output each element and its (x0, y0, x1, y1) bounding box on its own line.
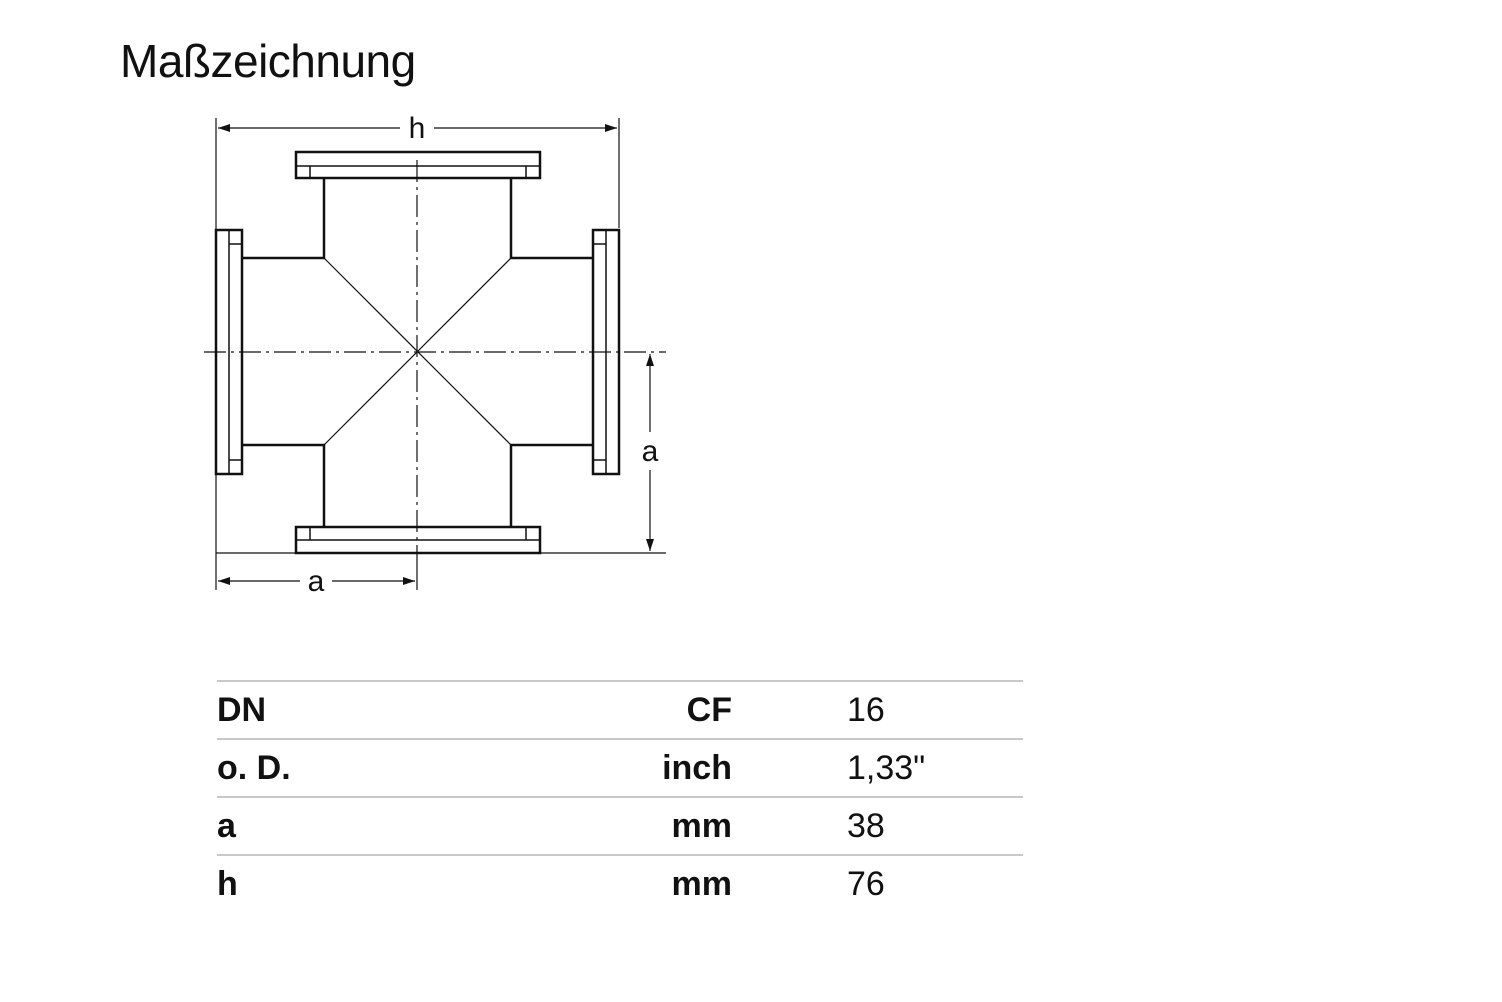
center-lines (204, 160, 666, 545)
row-param: a (217, 806, 236, 845)
dimension-h-label: h (408, 112, 426, 145)
row-unit: mm (671, 806, 732, 845)
dimension-a-horizontal (218, 565, 415, 598)
row-value: 38 (847, 806, 885, 845)
dimension-h (218, 112, 617, 145)
row-param: h (217, 865, 238, 903)
row-unit: CF (686, 690, 732, 729)
row-param: o. D. (217, 748, 291, 787)
row-value: 1,33" (847, 748, 926, 787)
row-param: DN (217, 690, 267, 729)
flange-top (296, 152, 540, 178)
table-row (217, 681, 1023, 739)
dimension-a-vertical-label: a (641, 435, 659, 468)
row-value: 16 (847, 690, 885, 729)
specs-table (217, 680, 1023, 913)
table-row (217, 855, 1023, 913)
table-row (217, 797, 1023, 855)
page-title: Maßzeichnung (120, 35, 416, 87)
row-unit: mm (671, 865, 732, 903)
table-row (217, 739, 1023, 797)
flange-bottom (296, 527, 540, 553)
dimension-a-vertical (642, 354, 659, 551)
dimension-a-horizontal-label: a (307, 565, 325, 598)
row-value: 76 (847, 865, 885, 903)
row-unit: inch (662, 748, 732, 787)
